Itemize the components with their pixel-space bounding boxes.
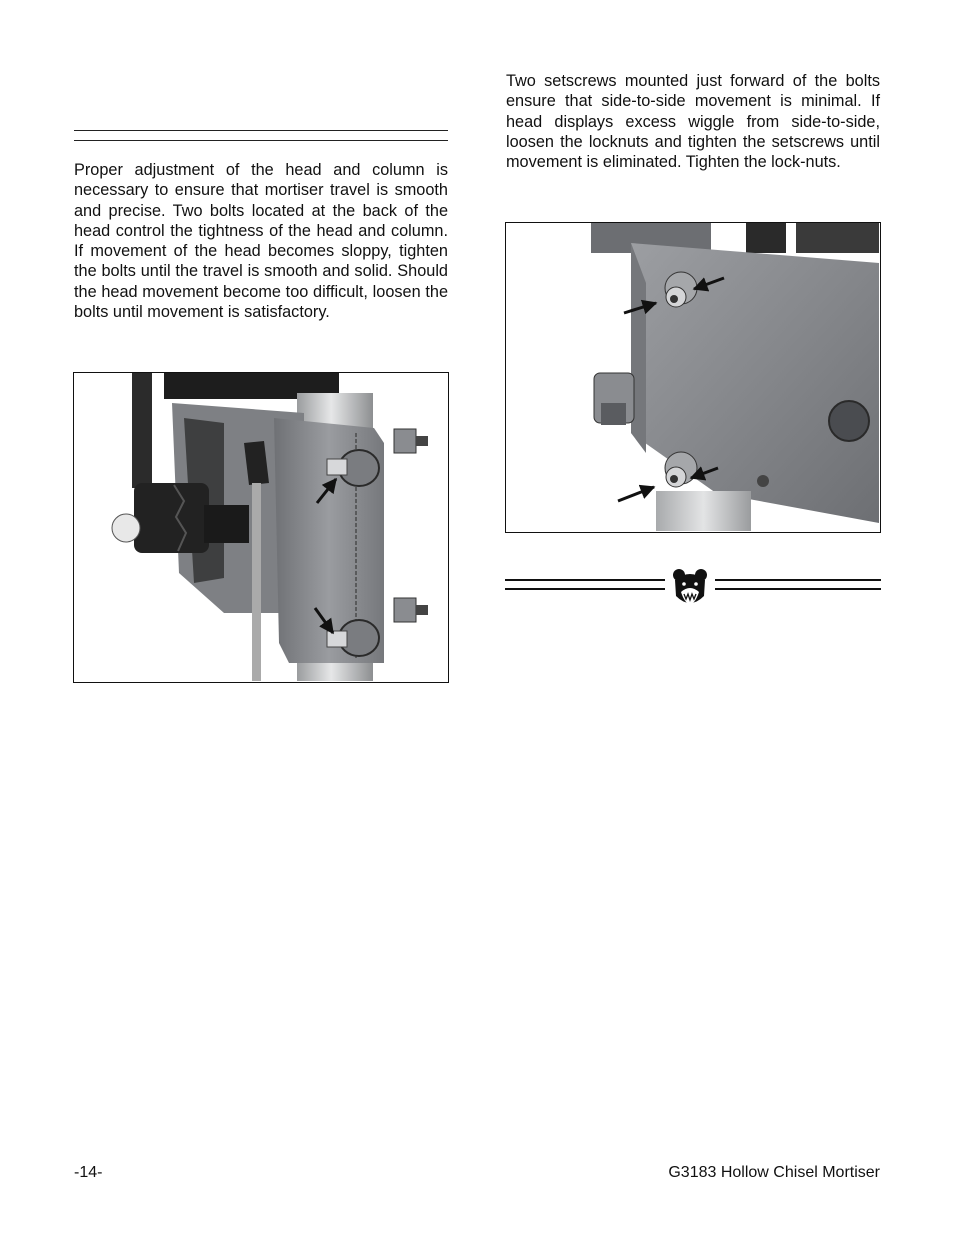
divider-line-left [505, 579, 665, 590]
setscrew-adjustment-text: Two setscrews mounted just forward of the bolts ensure that side-to-side movement is minimal. If head displays excess wiggle from side-to-side, loosen the locknuts and tighten the setscrews until movement is eliminated. Tighten the lock-nuts. [506, 72, 880, 172]
head-column-adjustment-text: Proper adjustment of the head and column is necessary to ensure that mortiser travel is smooth and precise. Two bolts located at the back of the head control the tightness of the head and column. If movement of the head becomes sloppy, tighten the bolts until the travel is smooth and solid. Should the head movement become too difficult, loosen the bolts until movement is satisfactory. [74, 161, 448, 322]
section-end-divider [505, 566, 881, 610]
section-heading-rule [74, 130, 448, 141]
setscrews-photo [505, 222, 881, 533]
divider-line-right [715, 579, 881, 590]
page-number: -14- [74, 1164, 103, 1181]
manual-title: G3183 Hollow Chisel Mortiser [668, 1164, 880, 1181]
head-bolts-photo [73, 372, 449, 683]
bear-head-icon [671, 566, 709, 610]
